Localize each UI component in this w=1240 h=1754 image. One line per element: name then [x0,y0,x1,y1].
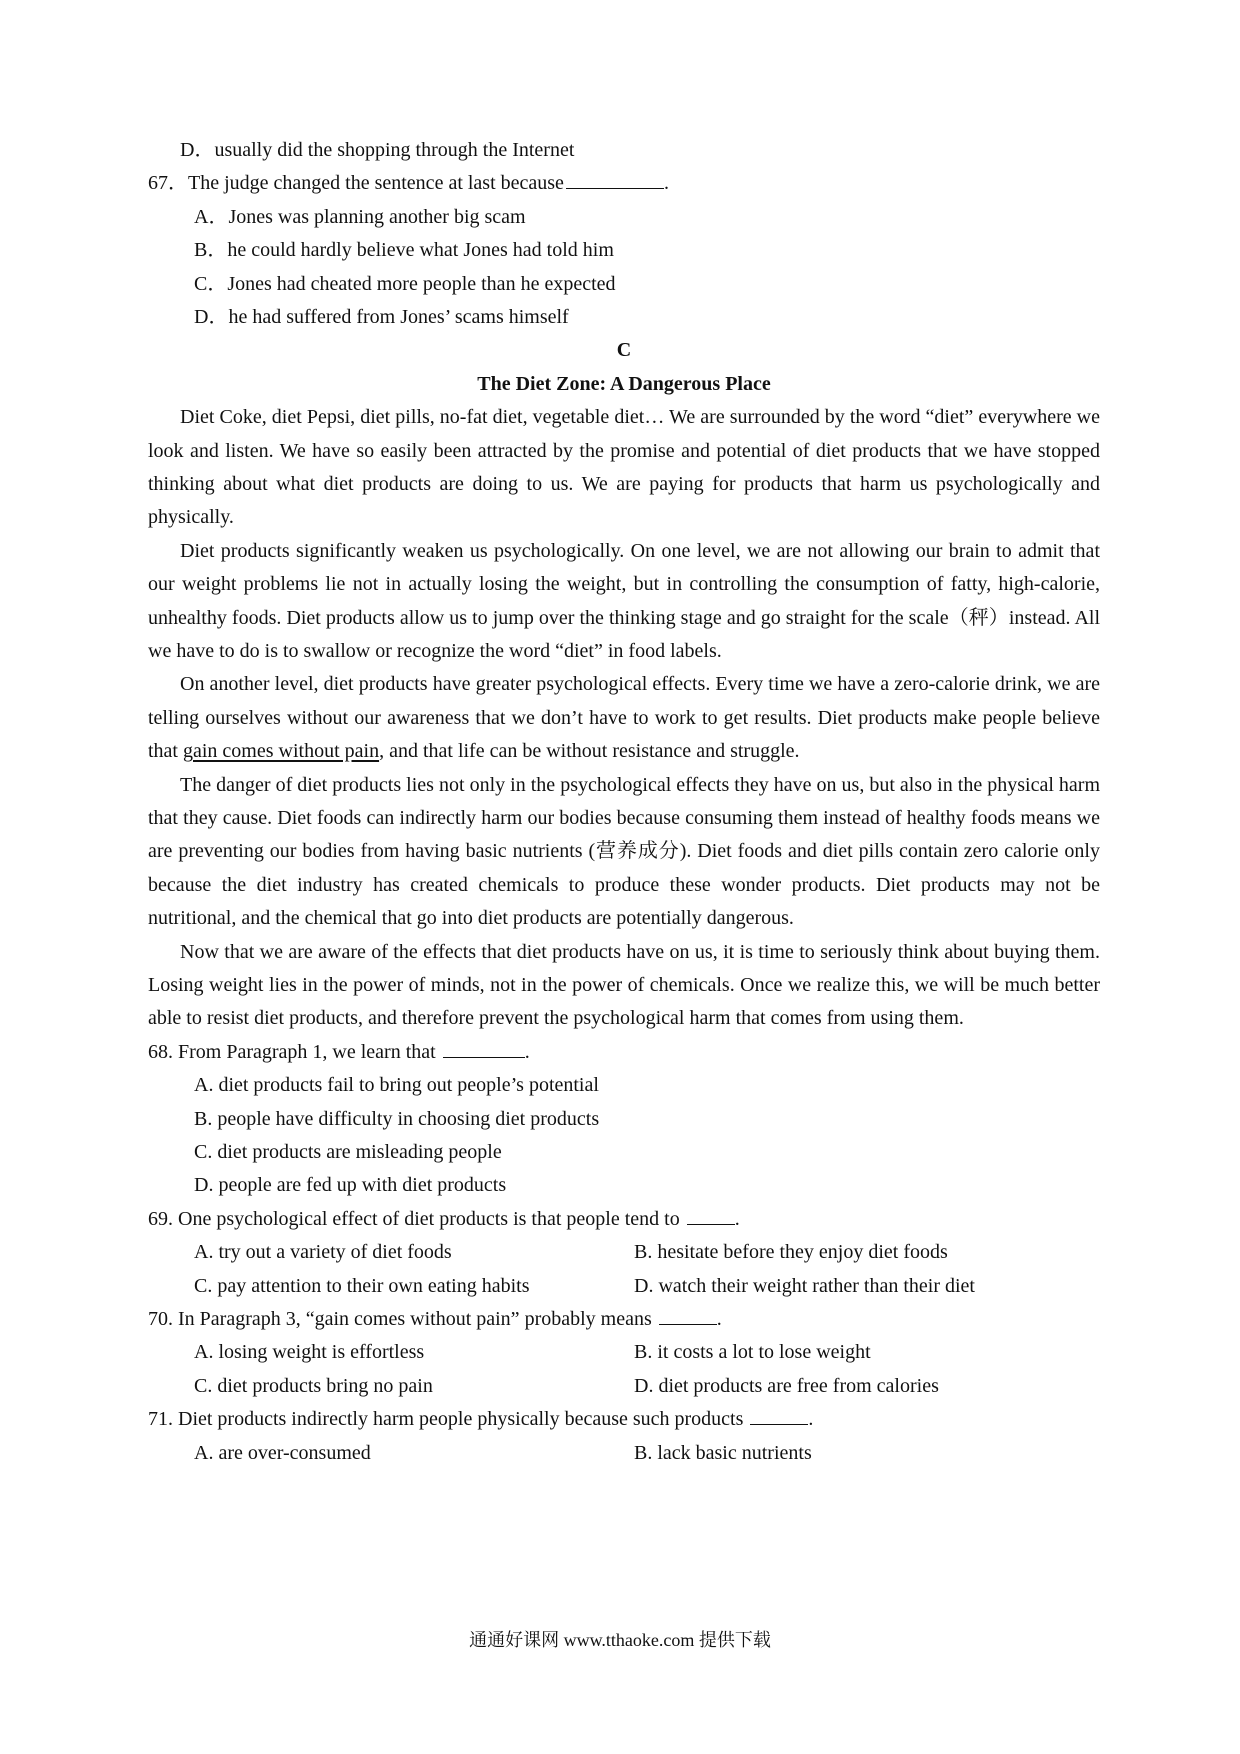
question-71 [148,1403,1100,1470]
option-c: C. diet products are misleading people [194,1141,502,1164]
article-title: The Diet Zone: A Dangerous Place [477,372,771,395]
question-69 [148,1203,1100,1303]
paragraph-1: Diet Coke, diet Pepsi, diet pills, no-fat diet, vegetable diet… We are surrounded by the word “diet” everywhere we look and listen. We have so easily been attracted by the promise and potential of diet products that we have stopped thinking about what diet products are doing to us. We are paying for products that harm us psychologically and physically. [148,406,1100,529]
option-a: A．Jones was planning another big scam [194,205,526,228]
question-stem: 67．The judge changed the sentence at last because . [148,172,669,195]
question-70 [148,1303,1100,1403]
section-label: C [616,339,632,362]
option-b: B. hesitate before they enjoy diet foods [634,1241,948,1264]
paragraph-3: On another level, diet products have greater psychological effects. Every time we have a zero-calorie drink, we are telling ourselves without our awareness that we don’t have to work to get results. Diet products make people believe that gain comes without pain, and that life can be without resistance and struggle. [148,673,1100,763]
option-b: B. it costs a lot to lose weight [634,1341,871,1364]
option-row [148,1437,1100,1470]
answer-blank [566,170,664,189]
page-footer: 通通好课网 www.tthaoke.com 提供下载 [469,1630,771,1650]
option-c: C．Jones had cheated more people than he expected [194,272,616,295]
answer-blank [750,1406,808,1425]
question-stem: 68. From Paragraph 1, we learn that . [148,1040,530,1063]
question-stem: 70. In Paragraph 3, “gain comes without pain” probably means . [148,1307,722,1330]
option-row [148,1336,1100,1369]
page-content [148,139,1100,1470]
option-row [148,1270,1100,1303]
option-d: D. diet products are free from calories [634,1374,939,1397]
question-stem: 71. Diet products indirectly harm people physically because such products . [148,1408,814,1431]
question-68 [148,1036,1100,1203]
option-d: D. watch their weight rather than their diet [634,1274,975,1297]
option-row [148,1370,1100,1403]
option-c: C. diet products bring no pain [194,1374,433,1397]
underlined-phrase: gain comes without pain [183,740,380,763]
paragraph-4: The danger of diet products lies not only in the psychological effects they have on us, but also in the physical harm that they cause. Diet foods can indirectly harm our bodies because consuming them instead of healthy foods means we are preventing our bodies from having basic nutrients (营养成分). Diet foods and diet pills contain zero calorie only because the diet industry has created chemicals to produce these wonder products. Diet products may not be nutritional, and the chemical that go into diet products are potentially dangerous. [148,773,1100,930]
option-a: A. try out a variety of diet foods [194,1241,452,1264]
prev-question-option-d: D．usually did the shopping through the Internet [180,139,575,161]
option-c: C. pay attention to their own eating habits [194,1274,530,1297]
answer-blank [443,1039,525,1058]
paragraph-5: Now that we are aware of the effects that diet products have on us, it is time to seriously think about buying them. Losing weight lies in the power of minds, not in the power of chemicals. Once we realize this, we will be much better able to resist diet products, and therefore prevent the psychological harm that comes from using them. [148,940,1100,1030]
option-row [148,1236,1100,1269]
option-b: B. lack basic nutrients [634,1441,812,1464]
option-a: A. diet products fail to bring out people’s potential [194,1074,599,1097]
option-d: D．he had suffered from Jones’ scams himself [194,305,569,328]
option-b: B. people have difficulty in choosing diet products [194,1107,600,1130]
paragraph-2: Diet products significantly weaken us psychologically. On one level, we are not allowing our brain to admit that our weight problems lie not in actually losing the weight, but in controlling the consumption of fatty, high-calorie, unhealthy foods. Diet products allow us to jump over the thinking stage and go straight for the scale（秤）instead. All we have to do is to swallow or recognize the word “diet” in food labels. [148,539,1100,662]
question-67 [148,167,1100,334]
answer-blank [659,1306,717,1325]
answer-blank [687,1206,735,1225]
option-d: D. people are fed up with diet products [194,1174,507,1197]
option-a: A. are over-consumed [194,1441,371,1464]
option-b: B．he could hardly believe what Jones had told him [194,239,614,262]
option-a: A. losing weight is effortless [194,1341,425,1364]
question-stem: 69. One psychological effect of diet products is that people tend to . [148,1207,740,1230]
